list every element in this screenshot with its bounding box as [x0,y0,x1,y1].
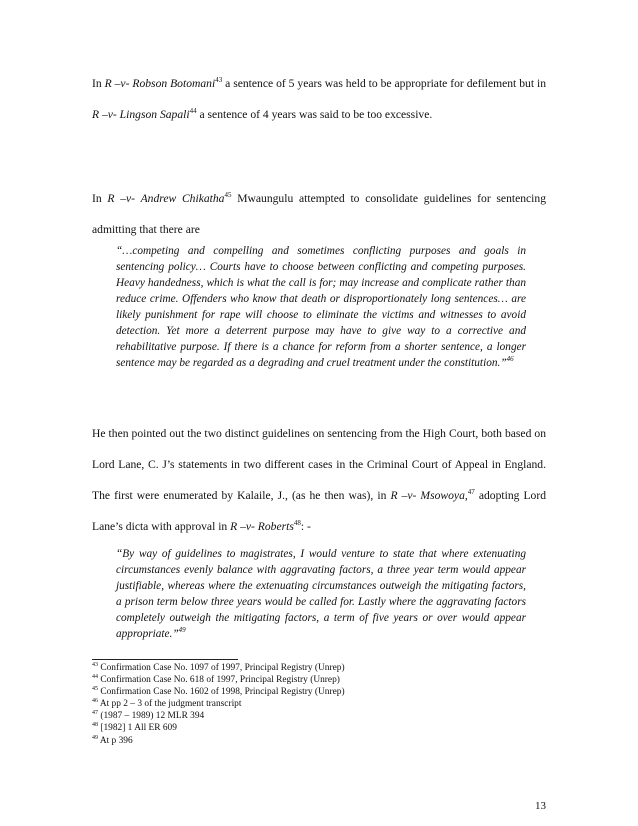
text-run: : - [300,520,311,533]
text-run: Mwaungulu attempted to consolidate guidelines for sentencing admitting that there are [92,192,546,236]
footnote-number: 43 [92,661,98,668]
footnote-number: 45 [92,686,98,693]
paragraph-sentencing-comparison [92,68,546,130]
paragraph-chikatha [92,183,546,245]
case-citation: R –v- Roberts [230,520,294,533]
footnotes [92,662,546,747]
footnote [92,674,546,686]
footnote-text: At pp 2 – 3 of the judgment transcript [99,699,242,710]
footnote [92,710,546,722]
case-citation: R –v- Msowoya, [390,489,468,502]
paragraph-guidelines [92,418,546,542]
footnote-reference[interactable]: 48 [293,519,301,528]
footnote-text: Confirmation Case No. 1097 of 1997, Principal Registry (Unrep) [100,663,345,673]
text-run: In [92,192,108,205]
footnote-text: Confirmation Case No. 618 of 1997, Principal Registry (Unrep) [100,675,340,686]
footnote-number: 46 [92,698,98,705]
footnote-text: (1987 – 1989) 12 MLR 394 [100,711,205,722]
text-run: a sentence of 5 years was held to be appropriate for defilement but in [222,77,546,90]
footnote [92,662,546,674]
footnote-reference[interactable]: 47 [467,488,475,497]
text-run: He then pointed out the two distinct guidelines on sentencing from the High Court, both based on Lord Lane, C. J’s statements in two different cases in the Criminal Court of Appeal in England. The first were enumerated by Kalaile, J., (as he then was), in [92,427,546,502]
case-citation: R –v- Robson Botomani [104,77,216,90]
text-run: In [92,77,105,90]
footnote-number: 49 [92,734,98,741]
footnote-number: 48 [92,722,98,729]
footnote-separator [92,659,238,660]
footnote-reference[interactable]: 45 [224,191,232,200]
footnote-number: 47 [92,710,98,717]
footnote-reference[interactable]: 44 [189,107,197,116]
footnote-text: At p 396 [99,735,133,746]
footnote [92,698,546,710]
footnote-number: 44 [92,673,98,680]
quote-text: “By way of guidelines to magistrates, I would venture to state that where extenuating circumstances evenly balance with aggravating factors, a three year term would appear justifiable, whereas where the extenuating circumstances outweigh the mitigating factors, a prison term below three years would be called for. Lastly where the aggravating factors completely outweigh the mitigating factors, a term of five years or over would appear appropriate.” [116,548,526,640]
footnote-text: Confirmation Case No. 1602 of 1998, Principal Registry (Unrep) [100,687,345,698]
case-citation: R –v- Andrew Chikatha [107,192,225,205]
footnote [92,722,546,734]
case-citation: R –v- Lingson Sapali [92,108,190,121]
text-run: adopting Lord Lane’s dicta with approval in [92,489,546,533]
footnote [92,686,546,698]
footnote-reference[interactable]: 46 [506,355,514,364]
footnote-text: [1982] 1 All ER 609 [100,723,177,734]
block-quote-chikatha [116,243,526,371]
footnote [92,735,546,747]
page-number: 13 [535,800,546,812]
block-quote-msowoya [116,546,526,642]
quote-text: “…competing and compelling and sometimes conflicting purposes and goals in sentencing policy… Courts have to choose between conflicting and competing purposes. Heavy handedness, which is what the call is for; may increase and complicate rather than reduce crime. Offenders who know that death or disproportionately long sentences… are likely punishment for rape will choose to eliminate the victims and witnesses to avoid detection. Yet more a deterrent purpose may have to give way to a corrective and rehabilitative purpose. If there is a chance for reform from a shorter sentence, a longer sentence may be regarded as a degrading and cruel treatment under the constitution.” [116,245,526,369]
footnote-reference[interactable]: 43 [215,76,223,85]
footnote-reference[interactable]: 49 [178,626,186,635]
text-run: a sentence of 4 years was said to be too excessive. [196,108,433,121]
